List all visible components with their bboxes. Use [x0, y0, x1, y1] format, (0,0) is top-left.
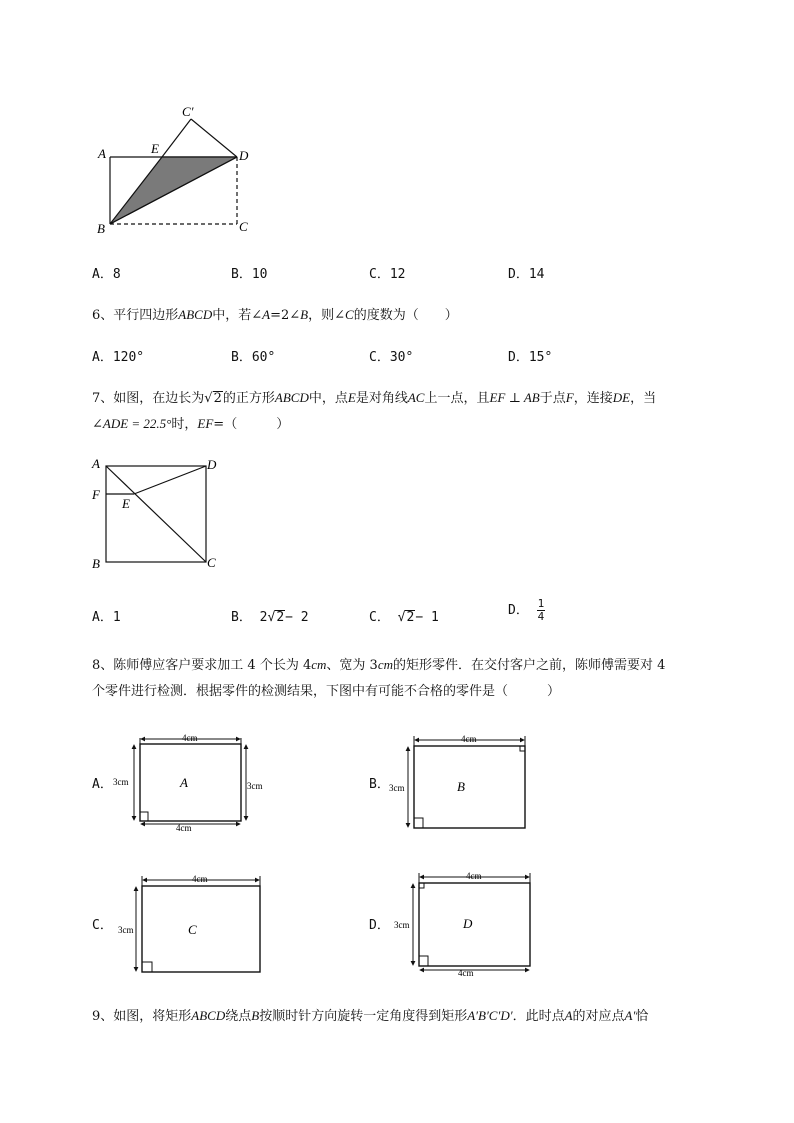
q7-option-c[interactable]: C． √2− 1: [369, 610, 439, 625]
svg-text:4cm: 4cm: [458, 968, 474, 978]
q6-option-b[interactable]: B．60°: [231, 350, 276, 365]
q6-option-c[interactable]: C．30°: [369, 350, 414, 365]
label-B: B: [92, 556, 100, 571]
q8-figure-a: [110, 728, 280, 836]
label-E: E: [151, 141, 159, 156]
svg-text:3cm: 3cm: [389, 783, 405, 793]
label-B: B: [97, 221, 105, 236]
label-C: C: [239, 219, 248, 234]
q7-option-b[interactable]: B． 2√2− 2: [231, 610, 309, 625]
q7-figure: [88, 452, 228, 577]
q7-stem-line1: 7、如图，在边长为√2的正方形ABCD中，点E是对角线AC上一点，且EF ⊥ AB于点F，连接DE，当: [92, 390, 657, 406]
q8-option-c[interactable]: C．: [92, 918, 113, 933]
svg-text:3cm: 3cm: [118, 925, 134, 935]
q6-option-a[interactable]: A．120°: [92, 350, 145, 365]
q7-option-d[interactable]: D． $\frac{1}{4}$: [508, 597, 545, 623]
q7-option-a[interactable]: A．1: [92, 610, 121, 625]
q8-figure-d: [389, 866, 539, 982]
q8-stem-line1: 8、陈师傅应客户要求加工 4 个长为 4cm、宽为 3cm的矩形零件．在交付客户之前，陈师傅需要对 4: [92, 657, 666, 673]
q8-option-a[interactable]: A．: [92, 777, 113, 792]
label-E: E: [122, 496, 130, 511]
label-A: A: [92, 456, 100, 471]
svg-text:4cm: 4cm: [466, 871, 482, 881]
svg-text:D: D: [463, 916, 473, 931]
q8-figure-b: [389, 728, 539, 836]
q8-figure-c: [110, 866, 270, 978]
svg-text:3cm: 3cm: [247, 781, 263, 791]
q5-figure: [90, 100, 260, 240]
q5-option-a[interactable]: A．8: [92, 267, 121, 282]
label-A: A: [98, 146, 106, 161]
svg-text:4cm: 4cm: [182, 733, 198, 743]
q5-option-c[interactable]: C．12: [369, 267, 406, 282]
svg-text:A: A: [180, 775, 188, 790]
label-D: D: [239, 148, 249, 163]
q7-stem-line2: ∠ADE = 22.5°时，EF=（ ）: [92, 416, 290, 432]
q9-stem: 9、如图，将矩形ABCD绕点B按顺时针方向旋转一定角度得到矩形A′B′C′D′．此时点A的对应点A′恰: [92, 1008, 649, 1024]
q6-option-d[interactable]: D．15°: [508, 350, 553, 365]
svg-text:B: B: [457, 779, 465, 794]
fraction-one-quarter: $\frac{1}{4}$: [537, 597, 545, 623]
svg-text:4cm: 4cm: [192, 874, 208, 884]
svg-text:C: C: [188, 922, 197, 937]
label-C-prime: C′: [182, 104, 194, 119]
svg-text:3cm: 3cm: [394, 920, 410, 930]
svg-text:4cm: 4cm: [461, 734, 477, 744]
q8-stem-line2: 个零件进行检测．根据零件的检测结果，下图中有可能不合格的零件是（ ）: [92, 684, 561, 699]
q5-option-d[interactable]: D．14: [508, 267, 545, 282]
q5-option-b[interactable]: B．10: [231, 267, 268, 282]
q6-stem: 6、平行四边形ABCD中，若∠A=2∠B，则∠C的度数为（ ）: [92, 307, 458, 323]
svg-text:4cm: 4cm: [176, 823, 192, 833]
q8-option-b[interactable]: B．: [369, 777, 390, 792]
label-D: D: [207, 457, 217, 472]
svg-text:3cm: 3cm: [113, 777, 129, 787]
label-F: F: [92, 487, 100, 502]
label-C: C: [207, 555, 216, 570]
q8-option-d[interactable]: D．: [369, 918, 390, 933]
